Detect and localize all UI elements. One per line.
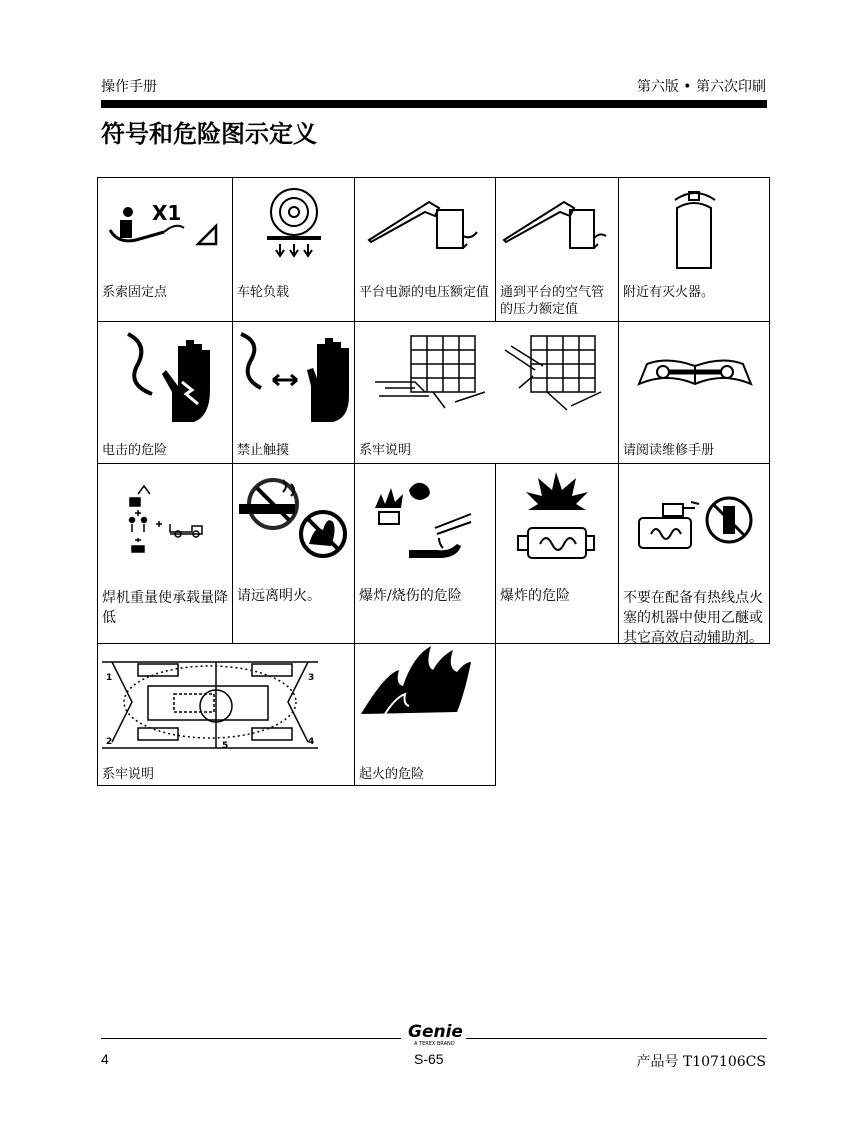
platform-tie-down-icon xyxy=(355,322,620,432)
symbol-cell-welder-weight xyxy=(97,463,233,644)
symbol-caption: 附近有灭火器。 xyxy=(623,285,715,300)
symbol-cell-extinguisher xyxy=(618,177,770,322)
symbol-caption: 系牢说明 xyxy=(102,767,155,782)
welder-weight-icon xyxy=(98,464,234,579)
header-manual-title: 操作手册 xyxy=(101,79,157,95)
symbol-caption: 起火的危险 xyxy=(359,767,425,782)
part-number: 产品号 T107106CS xyxy=(636,1054,766,1070)
symbol-cell-no-touch xyxy=(232,321,355,464)
explosion-burn-icon xyxy=(355,464,497,579)
symbol-caption: 车轮负载 xyxy=(237,285,290,300)
symbol-caption: 请远离明火。 xyxy=(237,588,321,604)
lanyard-anchor-icon xyxy=(98,178,234,278)
page-number: 4 xyxy=(101,1051,109,1067)
model-name: S-65 xyxy=(414,1051,444,1067)
symbol-cell-no-flame xyxy=(232,463,355,644)
symbol-cell-fire xyxy=(354,643,496,786)
page-title: 符号和危险图示定义 xyxy=(101,120,317,148)
header-rule xyxy=(101,100,767,108)
symbol-cell-tie-down-platform xyxy=(354,321,619,464)
symbol-caption: 请阅读维修手册 xyxy=(623,443,715,458)
symbol-cell-explosion xyxy=(495,463,619,644)
fire-hazard-icon xyxy=(355,644,497,762)
open-manual-icon xyxy=(619,322,771,432)
symbol-cell-voltage xyxy=(354,177,496,322)
symbol-cell-electrocution xyxy=(97,321,233,464)
footer-rule-left xyxy=(101,1038,401,1039)
no-ether-engine-icon xyxy=(619,464,771,579)
symbol-caption: 爆炸/烧伤的危险 xyxy=(359,588,462,604)
symbol-cell-manual xyxy=(618,321,770,464)
symbol-caption: 通到平台的空气管的压力额定值 xyxy=(500,285,605,317)
chassis-tie-down-diagram xyxy=(98,644,356,762)
symbol-caption: 不要在配备有热线点火塞的机器中使用乙醚或其它高效启动辅助剂。 xyxy=(623,590,763,646)
explosion-engine-icon xyxy=(496,464,620,579)
symbol-cell-tie-down-chassis xyxy=(97,643,355,786)
wheel-load-icon xyxy=(233,178,356,278)
symbol-caption: 焊机重量使承载量降低 xyxy=(102,590,228,626)
symbol-cell-lanyard xyxy=(97,177,233,322)
symbol-cell-air-pressure xyxy=(495,177,619,322)
genie-logo-tagline: A TEREX BRAND xyxy=(414,1041,455,1047)
symbol-caption: 系牢说明 xyxy=(359,443,412,458)
no-touch-hand-icon xyxy=(233,322,356,432)
no-open-flame-icon xyxy=(233,464,356,579)
fire-extinguisher-icon xyxy=(619,178,771,278)
tie-down-2-label: 2 xyxy=(106,737,113,747)
symbol-caption: 禁止触摸 xyxy=(237,443,290,458)
platform-voltage-icon xyxy=(355,178,497,278)
symbol-cell-wheel-load xyxy=(232,177,355,322)
tie-down-3-label: 3 xyxy=(308,673,315,683)
genie-logo: Genie xyxy=(408,1022,463,1042)
x1-label: X1 xyxy=(152,201,182,225)
symbol-cell-no-ether xyxy=(618,463,770,644)
tie-down-1-label: 1 xyxy=(106,673,113,683)
symbol-caption: 电击的危险 xyxy=(102,443,168,458)
air-line-pressure-icon xyxy=(496,178,620,278)
tie-down-5-label: 5 xyxy=(222,741,229,751)
electrocution-hand-icon xyxy=(98,322,234,432)
tie-down-4-label: 4 xyxy=(308,737,315,747)
header-edition: 第六版 • 第六次印刷 xyxy=(636,79,766,95)
symbol-caption: 爆炸的危险 xyxy=(500,588,570,604)
symbol-caption: 系索固定点 xyxy=(102,285,168,300)
footer-rule-right xyxy=(466,1038,767,1039)
symbol-caption: 平台电源的电压额定值 xyxy=(359,285,490,300)
symbol-cell-explosion-burn xyxy=(354,463,496,644)
